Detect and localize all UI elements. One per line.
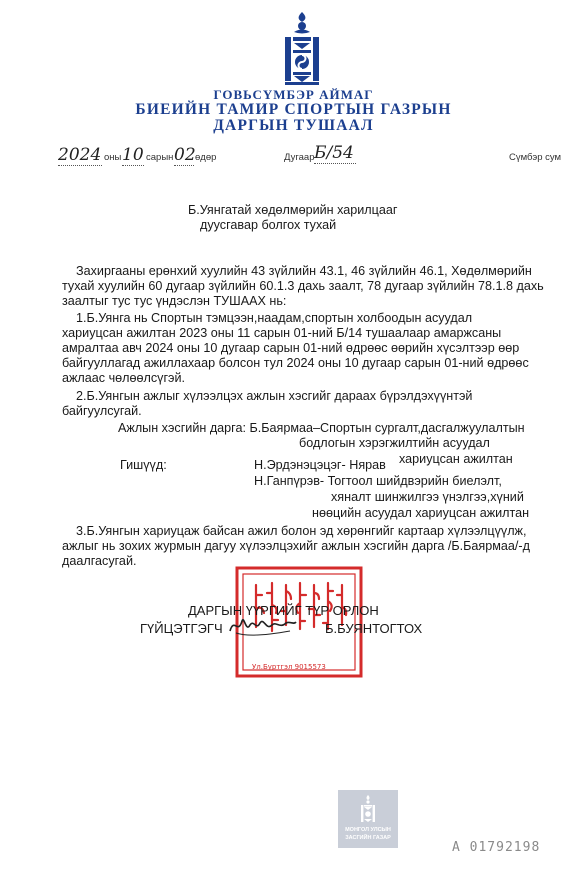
signatory-title-line1: ДАРГЫН ҮҮРГИЙГ ТҮР ОРЛОН [188, 603, 379, 618]
logo-text-line2: ЗАСГИЙН ГАЗАР [345, 835, 391, 841]
member-2-line-2: хяналт шинжилгээ үнэлгээ,хүний [331, 490, 524, 504]
member-2-line-3: нөөцийн асуудал хариуцсан ажилтан [312, 506, 530, 520]
chair-line-3: хариуцсан ажилтан [399, 452, 513, 466]
soyombo-small-icon [359, 795, 377, 823]
chair-line-1: Ажлын хэсгийн дарга: Б.Баярмаа–Спортын сургалт,дасгалжуулалтын [118, 421, 525, 435]
date-year-label: оны [104, 152, 122, 163]
item3-line-3: даалгасугай. [62, 554, 137, 568]
intro-line-2: тухай хуулийн 60 дугаар зүйлийн 60.1.3 дахь заалт, 78 дугаар зүйлийн 78.1.8 дахь [62, 279, 544, 293]
document-serial: A 01792198 [452, 840, 541, 855]
signatory-title-line2: ГҮЙЦЭТГЭГЧ [140, 621, 223, 636]
item1-line-4: байгууллагад ажиллахаар болсон тул 2024 оны 10 дугаар сарын 01-ний өдрөөс [62, 356, 529, 370]
intro-line-1: Захиргааны ерөнхий хуулийн 43 зүйлийн 43.1, 46 зүйлийн 46.1, Хөдөлмөрийн [76, 264, 532, 278]
date-month-label: сарын [146, 152, 174, 163]
item1-line-5: ажлаас чөлөөлсүгэй. [62, 371, 185, 385]
item3-line-2: ажлыг нь зохих журмын дагуу хүлээлцэхийг ажлын хэсгийн дарга /Б.Баярмаа/-д [62, 539, 530, 553]
soyombo-emblem-icon [276, 10, 328, 86]
government-logo [338, 790, 398, 848]
order-number: Б/54 [314, 143, 356, 164]
stamp-registration: Ул.Бүртгэл 9015573 [252, 663, 326, 671]
logo-text-line1: МОНГОЛ УЛСЫН [345, 827, 391, 833]
date-day-label: өдөр [195, 152, 217, 163]
org-name-line1: БИЕИЙН ТАМИР СПОРТЫН ГАЗРЫН [135, 101, 452, 118]
date-year: 2024 [58, 145, 102, 165]
aimag-name: ГОВЬСҮМБЭР АЙМАГ [213, 87, 374, 102]
chair-line-2: бодлогын хэрэгжилтийн асуудал [299, 436, 490, 450]
members-label: Гишүүд: [120, 458, 167, 472]
item1-line-1: 1.Б.Уянга нь Спортын тэмцээн,наадам,спортын холбоодын асуудал [76, 311, 473, 325]
item2-line-1: 2.Б.Уянгын ажлыг хүлээлцэх ажлын хэсгийг дараах бүрэлдэхүүнтэй [76, 389, 473, 403]
org-name-line2: ДАРГЫН ТУШААЛ [213, 117, 374, 134]
item2-line-2: байгуулсугай. [62, 404, 142, 418]
number-label: Дугаар [284, 152, 315, 163]
item1-line-3: амралтаа авч 2024 оны 10 дугаар сарын 01-ний өдрөөс өөрийн хүсэлтээр өөр [62, 341, 520, 355]
signatory-name: Б.БУЯНТОГТОХ [325, 621, 423, 636]
intro-line-3: заалтыг тус тус үндэслэн ТУШААХ нь: [62, 294, 287, 308]
member-2-line-1: Н.Ганпүрэв- Тогтоол шийдвэрийн биелэлт, [254, 474, 502, 488]
item3-line-1: 3.Б.Уянгын хариуцаж байсан ажил болон эд хөрөнгийг картаар хүлээлцүүлж, [76, 524, 527, 538]
handwritten-signature [228, 613, 298, 639]
date-day: 02 [174, 145, 196, 165]
place-name: Сүмбэр сум [509, 152, 562, 163]
date-month: 10 [122, 145, 144, 165]
subject-line2: дуусгавар болгох тухай [200, 218, 337, 232]
member-1: Н.Эрдэнэцэцэг- Нярав [254, 458, 386, 472]
item1-line-2: хариуцсан ажилтан 2023 оны 11 сарын 01-ний Б/14 тушаалаар амаржсаны [62, 326, 502, 340]
subject-line1: Б.Уянгатай хөдөлмөрийн харилцааг [188, 203, 398, 217]
